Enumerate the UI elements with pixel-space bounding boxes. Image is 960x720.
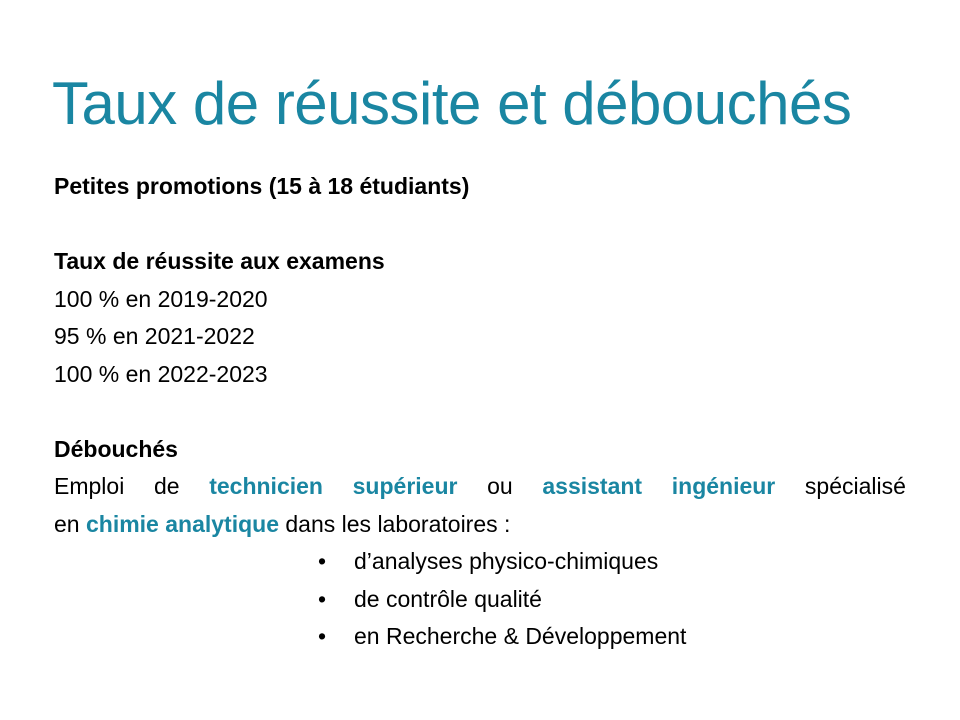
careers-heading: Débouchés — [54, 435, 178, 462]
bullet-icon: • — [318, 623, 327, 649]
exam-rate-row: 100 % en 2019-2020 — [54, 285, 268, 312]
text: dans les laboratoires : — [279, 510, 511, 537]
careers-line-1 — [54, 468, 906, 506]
highlight-superieur: supérieur — [352, 473, 458, 499]
lab-types-list — [318, 543, 960, 656]
exam-rate-row: 95 % en 2021-2022 — [54, 323, 255, 349]
word: Emploi — [54, 473, 125, 499]
exam-rate-row: 100 % en 2022-2023 — [54, 360, 268, 387]
word: spécialisé — [804, 473, 906, 499]
text: en — [54, 510, 86, 537]
slide-title: Taux de réussite et débouchés — [52, 70, 852, 137]
bullet-icon: • — [318, 585, 327, 612]
exams-heading: Taux de réussite aux examens — [54, 248, 385, 274]
list-item — [318, 618, 960, 656]
list-item-label: en Recherche & Développement — [354, 623, 687, 649]
spacer — [54, 206, 914, 244]
careers-line-2 — [54, 506, 914, 544]
list-item-label: d’analyses physico-chimiques — [354, 548, 659, 574]
highlight-chimie-analytique: chimie analytique — [85, 510, 279, 537]
highlight-ingenieur: ingénieur — [671, 473, 776, 499]
promo-text: Petites promotions (15 à 18 étudiants) — [54, 173, 470, 199]
spacer — [54, 393, 914, 431]
bullet-icon: • — [318, 548, 327, 574]
highlight-assistant: assistant — [542, 473, 643, 499]
list-item — [318, 543, 960, 581]
word: de — [153, 473, 180, 499]
list-item-label: de contrôle qualité — [354, 585, 542, 612]
list-item — [318, 581, 960, 619]
highlight-technicien: technicien — [209, 473, 323, 499]
word: ou — [487, 473, 513, 499]
slide-body — [54, 168, 914, 656]
